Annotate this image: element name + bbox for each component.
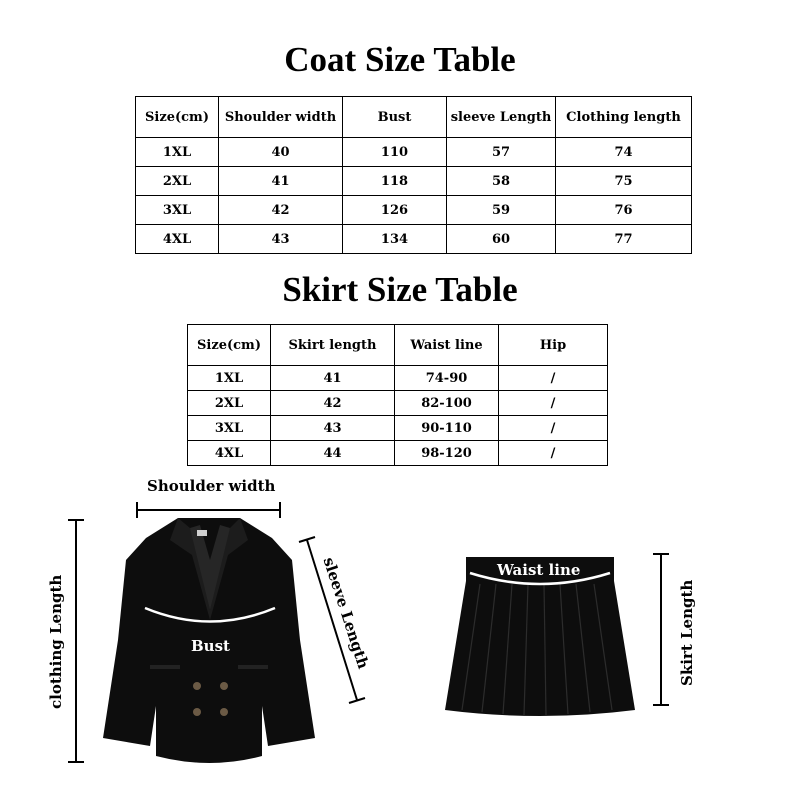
table-cell: 2XL [136, 167, 219, 196]
waist-line-label: Waist line [497, 561, 581, 579]
table-cell: 3XL [188, 416, 271, 441]
table-cell: 4XL [136, 225, 219, 254]
table-cell: 42 [219, 196, 343, 225]
column-header: Size(cm) [188, 325, 271, 366]
clothing-length-guide [68, 520, 84, 762]
table-cell: 126 [343, 196, 447, 225]
column-header: Shoulder width [219, 97, 343, 138]
table-cell: / [499, 366, 608, 391]
shoulder-width-guide [137, 502, 280, 518]
table-cell: 40 [219, 138, 343, 167]
table-cell: / [499, 416, 608, 441]
column-header: Waist line [395, 325, 499, 366]
column-header: Hip [499, 325, 608, 366]
column-header: sleeve Length [447, 97, 556, 138]
table-cell: 42 [271, 391, 395, 416]
table-cell: 74-90 [395, 366, 499, 391]
table-cell: 3XL [136, 196, 219, 225]
table-cell: 2XL [188, 391, 271, 416]
table-cell: 134 [343, 225, 447, 254]
table-cell: 1XL [136, 138, 219, 167]
table-cell: 59 [447, 196, 556, 225]
column-header: Clothing length [556, 97, 692, 138]
column-header: Bust [343, 97, 447, 138]
table-cell: 118 [343, 167, 447, 196]
table-cell: 60 [447, 225, 556, 254]
table-cell: 76 [556, 196, 692, 225]
table-cell: 58 [447, 167, 556, 196]
shoulder-width-label: Shoulder width [147, 477, 276, 495]
table-cell: 4XL [188, 441, 271, 466]
table-cell: 82-100 [395, 391, 499, 416]
table-cell: 1XL [188, 366, 271, 391]
table-cell: / [499, 391, 608, 416]
table-cell: 41 [271, 366, 395, 391]
table-cell: 44 [271, 441, 395, 466]
clothing-length-label: clothing Length [47, 574, 65, 709]
table-cell: 77 [556, 225, 692, 254]
table-cell: 43 [219, 225, 343, 254]
table-cell: 110 [343, 138, 447, 167]
table-cell: 98-120 [395, 441, 499, 466]
skirt-length-guide [653, 554, 669, 705]
bust-label: Bust [191, 637, 230, 655]
skirt-length-label: Skirt Length [678, 579, 696, 686]
table-cell: 74 [556, 138, 692, 167]
table-cell: 43 [271, 416, 395, 441]
table-cell: / [499, 441, 608, 466]
column-header: Size(cm) [136, 97, 219, 138]
skirt-illustration [445, 557, 635, 716]
sleeve-length-label: sleeve Length [319, 555, 373, 671]
table-cell: 41 [219, 167, 343, 196]
skirt-size-table-title: Skirt Size Table [282, 270, 518, 309]
coat-size-table-title: Coat Size Table [284, 40, 516, 79]
table-cell: 57 [447, 138, 556, 167]
table-cell: 90-110 [395, 416, 499, 441]
column-header: Skirt length [271, 325, 395, 366]
table-cell: 75 [556, 167, 692, 196]
